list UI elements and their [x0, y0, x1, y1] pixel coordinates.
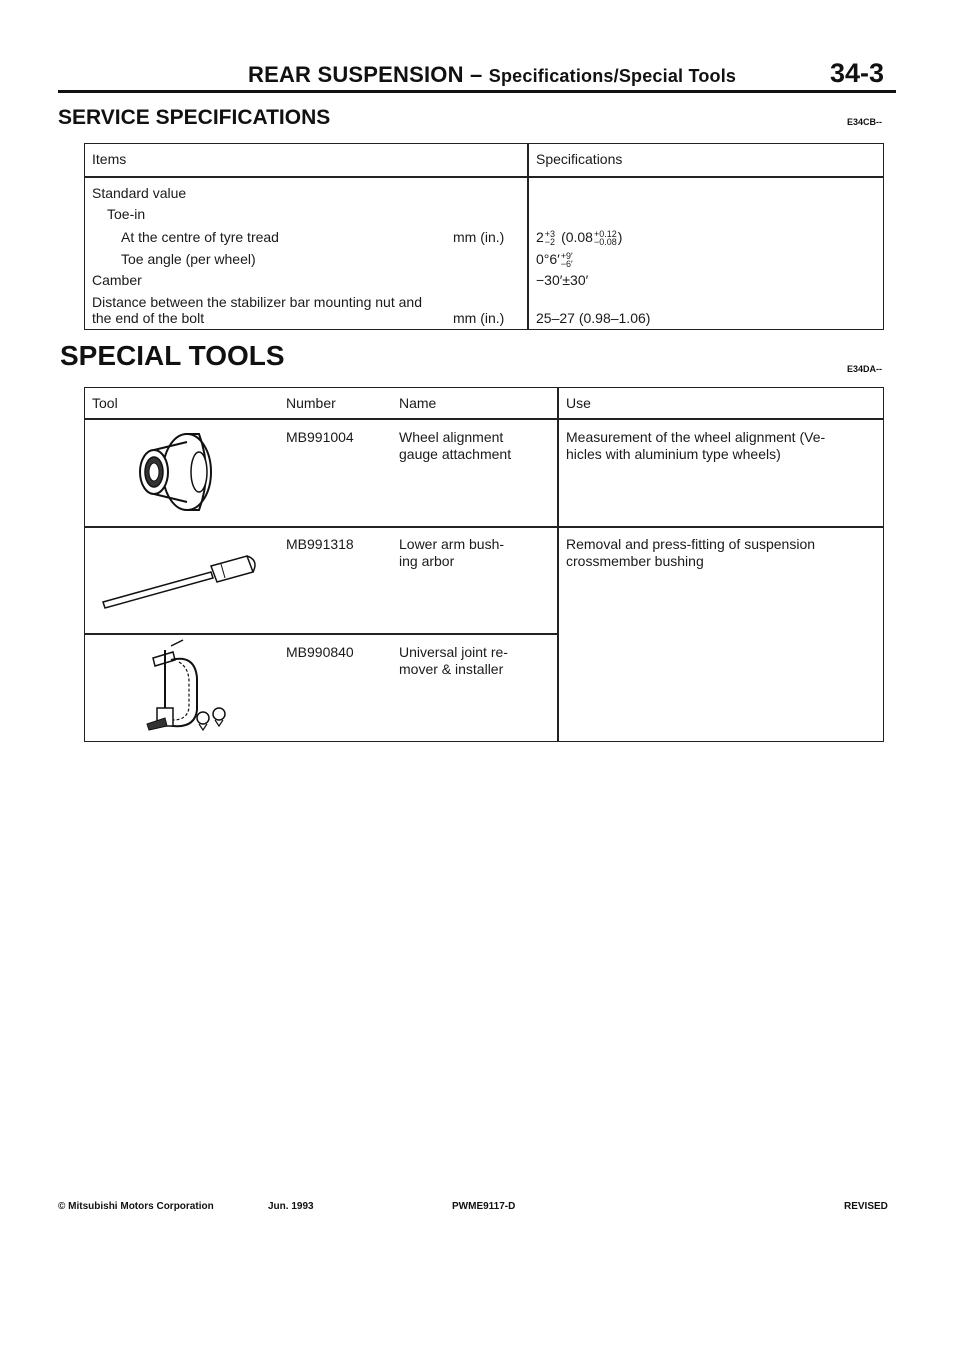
- value-toe-in-centre: [536, 229, 622, 246]
- footer-doc-code: PWME9117-D: [452, 1201, 516, 1212]
- value-paren-tol-plus: +0.12: [593, 229, 617, 240]
- special-tools-code: E34DA--: [847, 364, 883, 374]
- tool-use-line1: Removal and press-fitting of suspension: [566, 536, 816, 552]
- tool-number: MB991004: [286, 429, 354, 445]
- service-specs-table: [84, 143, 884, 330]
- col-header-tool: Tool: [92, 395, 118, 411]
- value-paren-close: ): [617, 229, 623, 245]
- tool-use-line2: crossmember bushing: [566, 553, 704, 569]
- col-header-name: Name: [399, 395, 437, 411]
- tool-name-line2: mover & installer: [399, 661, 504, 677]
- footer-date: Jun. 1993: [268, 1201, 314, 1212]
- row-standard-value: Standard value: [92, 185, 187, 201]
- tool-number: MB991318: [286, 536, 354, 552]
- row-distance-line2: the end of the bolt: [92, 310, 205, 326]
- service-specs-heading: SERVICE SPECIFICATIONS: [58, 106, 331, 129]
- value-tol-minus: −2: [544, 237, 556, 248]
- row-distance-unit: mm (in.): [453, 310, 505, 326]
- header-rule: [58, 90, 896, 93]
- row-camber: Camber: [92, 272, 142, 288]
- row-distance-line1: Distance between the stabilizer bar mounting nut and: [92, 294, 422, 310]
- footer-copyright: © Mitsubishi Motors Corporation: [58, 1201, 214, 1212]
- table-header-divider: [85, 418, 883, 420]
- tool-use-line1: Measurement of the wheel alignment (Ve-: [566, 429, 826, 445]
- value-tol-minus: −6′: [560, 259, 573, 270]
- value-distance: 25–27 (0.98–1.06): [536, 310, 651, 326]
- tool-number: MB990840: [286, 644, 354, 660]
- row-toe-in: Toe-in: [107, 206, 146, 222]
- page-number: 34-3: [830, 58, 885, 88]
- value-camber: −30′±30′: [536, 272, 589, 288]
- col-header-items: Items: [92, 151, 127, 167]
- value-toe-angle: [536, 251, 573, 268]
- table-column-divider: [557, 388, 559, 741]
- tool-use-line2: hicles with aluminium type wheels): [566, 446, 781, 462]
- tool-name-line2: gauge attachment: [399, 446, 512, 462]
- value-tol-plus: +9′: [560, 251, 573, 262]
- col-header-specifications: Specifications: [536, 151, 623, 167]
- table-column-divider: [527, 144, 529, 329]
- value-main: 2: [536, 229, 544, 245]
- special-tools-heading: SPECIAL TOOLS: [60, 340, 285, 371]
- wheel-alignment-gauge-icon: [129, 422, 229, 520]
- row-toe-angle: Toe angle (per wheel): [121, 251, 256, 267]
- special-tools-table: [84, 387, 884, 742]
- footer-status: REVISED: [844, 1201, 888, 1212]
- universal-joint-remover-icon: [143, 638, 233, 736]
- tool-name-line2: ing arbor: [399, 553, 455, 569]
- value-main: 0°6′: [536, 251, 560, 267]
- value-paren: (0.08: [561, 229, 593, 245]
- table-row-divider: [85, 526, 883, 528]
- bushing-arbor-icon: [99, 550, 269, 612]
- col-header-number: Number: [286, 395, 336, 411]
- value-tol-plus: +3: [544, 229, 556, 240]
- page-header-title: [248, 62, 736, 88]
- row-centre-tread: At the centre of tyre tread: [121, 229, 279, 245]
- section-title: REAR SUSPENSION: [248, 62, 464, 87]
- tool-name-line1: Wheel alignment: [399, 429, 504, 445]
- row-centre-tread-unit: mm (in.): [453, 229, 505, 245]
- table-row-divider: [85, 633, 557, 635]
- tool-name-line1: Universal joint re-: [399, 644, 508, 660]
- table-header-divider: [85, 176, 883, 178]
- section-subtitle: Specifications/Special Tools: [488, 66, 737, 86]
- tool-name-line1: Lower arm bush-: [399, 536, 505, 552]
- service-specs-code: E34CB--: [847, 117, 883, 127]
- title-dash: –: [463, 62, 489, 87]
- value-paren-tol-minus: −0.08: [593, 237, 617, 248]
- col-header-use: Use: [566, 395, 591, 411]
